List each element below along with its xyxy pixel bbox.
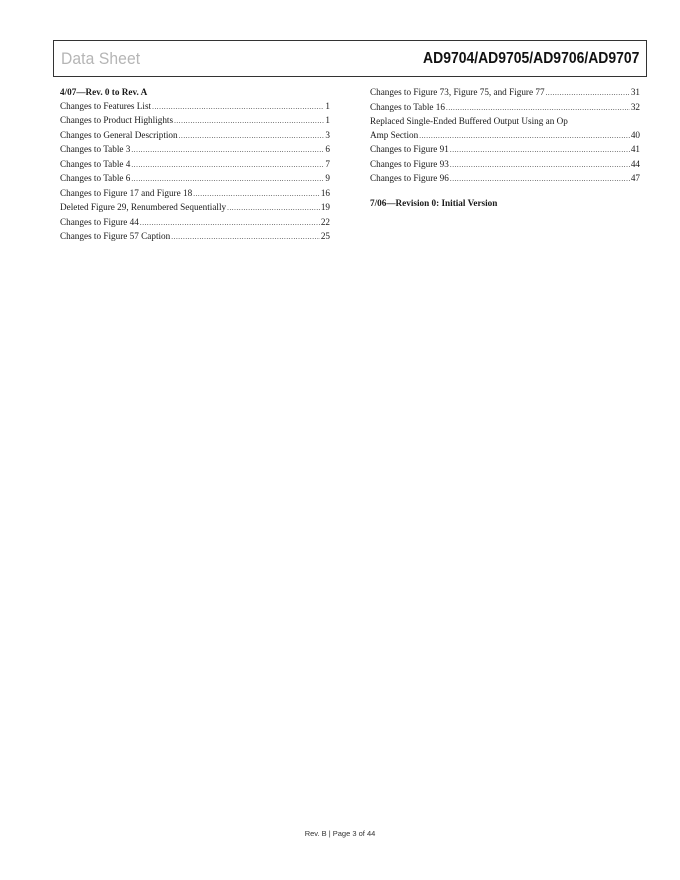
- entry-page: 41: [630, 144, 640, 154]
- entry-text: Changes to Figure 44: [60, 216, 139, 227]
- revision-heading-rev-a: 4/07—Rev. 0 to Rev. A: [60, 87, 148, 97]
- leader-dots: [546, 87, 630, 101]
- entry-page: 32: [630, 101, 640, 112]
- revision-entry: [60, 100, 330, 115]
- entry-text-line1: Replaced Single-Ended Buffered Output Using an Op: [370, 116, 568, 126]
- entry-text: Changes to Features List: [60, 100, 152, 111]
- entry-text: Changes to Figure 91: [370, 144, 449, 154]
- entry-page: 22: [320, 216, 330, 227]
- entry-page: 9: [325, 173, 330, 183]
- revision-entry: [370, 101, 640, 116]
- entry-text: Changes to General Description: [60, 129, 178, 140]
- revision-entry: [60, 201, 330, 216]
- entry-text: Changes to Product Highlights: [60, 115, 174, 125]
- page-footer: Rev. B | Page 3 of 44: [304, 829, 376, 838]
- entry-text: Changes to Table 4: [60, 158, 131, 169]
- leader-dots: [152, 101, 324, 115]
- revision-entry: [60, 129, 330, 144]
- leader-dots: [131, 159, 324, 173]
- entry-text: Changes to Figure 57 Caption: [60, 231, 171, 241]
- revision-history-right-column: [370, 86, 640, 210]
- revision-entry: [60, 216, 330, 231]
- entry-page: 7: [325, 158, 330, 169]
- header-doc-type: Data Sheet: [61, 48, 141, 68]
- leader-dots: [131, 144, 324, 158]
- entry-page: 47: [630, 173, 640, 183]
- entry-text: Changes to Table 16: [370, 101, 445, 112]
- entry-page: 25: [320, 231, 330, 241]
- leader-dots: [227, 202, 320, 216]
- entry-text: Changes to Figure 17 and Figure 18: [60, 187, 193, 198]
- revision-entry: [60, 158, 330, 173]
- revision-entry: [60, 114, 330, 129]
- page-header: [53, 40, 647, 77]
- revision-entry: [370, 172, 640, 187]
- entry-page: 1: [325, 115, 330, 125]
- entry-page: 40: [630, 129, 640, 140]
- entry-page: 3: [325, 129, 330, 140]
- entry-text: Changes to Figure 93: [370, 158, 449, 169]
- leader-dots: [419, 130, 630, 144]
- leader-dots: [140, 217, 320, 231]
- revision-entry: [370, 86, 640, 101]
- leader-dots: [450, 159, 630, 173]
- entry-page: 1: [325, 100, 330, 111]
- leader-dots: [174, 115, 324, 129]
- header-part-numbers: AD9704/AD9705/AD9706/AD9707: [422, 49, 639, 67]
- leader-dots: [450, 173, 630, 187]
- revision-history-left-column: [60, 86, 330, 245]
- revision-entry: [60, 172, 330, 187]
- entry-page: 16: [320, 187, 330, 198]
- leader-dots: [131, 173, 324, 187]
- leader-dots: [446, 102, 630, 116]
- entry-text: Changes to Table 3: [60, 144, 131, 154]
- revision-entry: [60, 230, 330, 245]
- leader-dots: [193, 188, 320, 202]
- revision-entry: [60, 143, 330, 158]
- entry-page: 31: [630, 87, 640, 97]
- entry-page: 44: [630, 158, 640, 169]
- entry-text: Changes to Figure 96: [370, 173, 449, 183]
- revision-heading-initial: 7/06—Revision 0: Initial Version: [370, 197, 498, 208]
- revision-entry: [60, 187, 330, 202]
- entry-text-line2: Amp Section: [370, 129, 419, 140]
- entry-text: Changes to Table 6: [60, 173, 131, 183]
- leader-dots: [171, 231, 320, 245]
- revision-entry: [370, 143, 640, 158]
- entry-text: Deleted Figure 29, Renumbered Sequentially: [60, 202, 227, 212]
- revision-entry: [370, 129, 640, 144]
- leader-dots: [450, 144, 630, 158]
- entry-page: 6: [325, 144, 330, 154]
- leader-dots: [179, 130, 325, 144]
- entry-page: 19: [320, 202, 330, 212]
- revision-entry: [370, 158, 640, 173]
- entry-text: Changes to Figure 73, Figure 75, and Figure 77: [370, 87, 545, 97]
